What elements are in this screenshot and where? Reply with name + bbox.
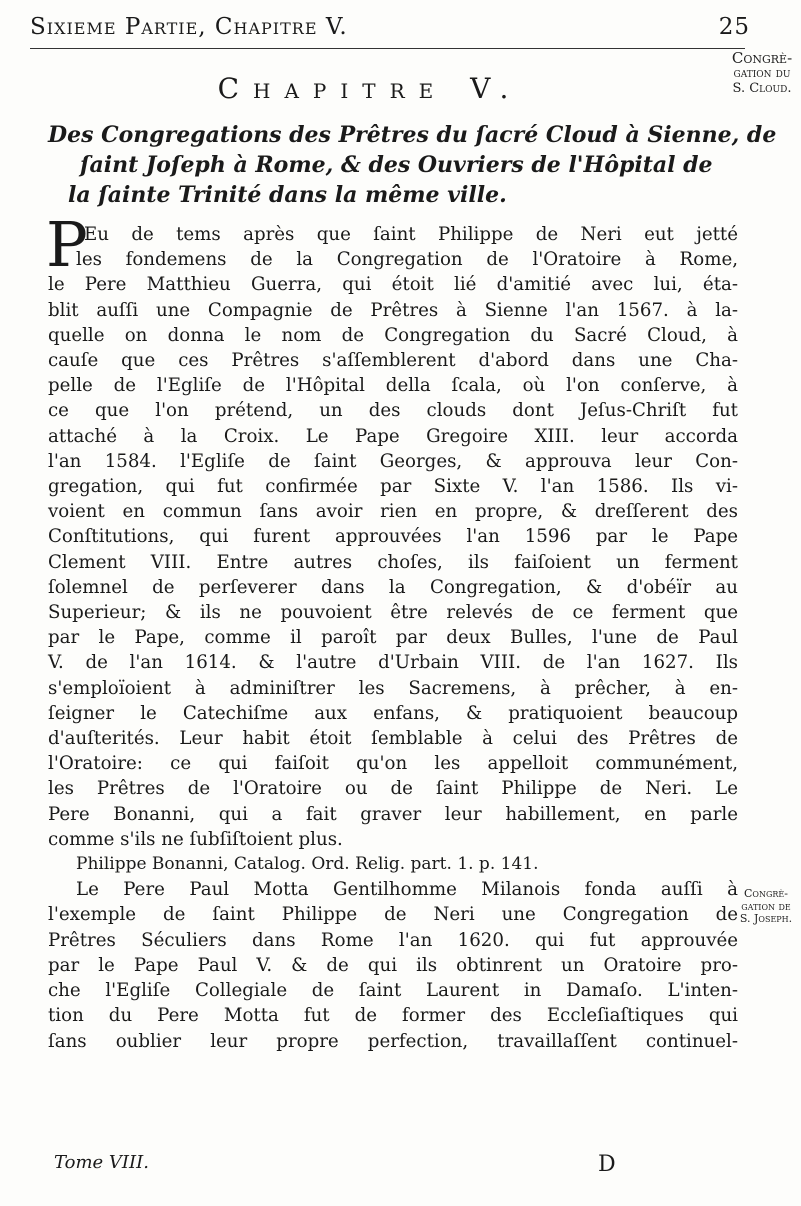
text-line: ſans oublier leur propre perfection, travaillaſſent continuel-: [48, 1030, 738, 1052]
text-line: voient en commun ſans avoir rien en propre, & dreſſerent des: [48, 501, 738, 523]
text-line: gregation, qui fut confirmée par Sixte V. l'an 1586. Ils vi-: [48, 476, 738, 498]
text-line: cauſe que ces Prêtres s'aſſemblerent d'abord dans une Cha-: [48, 350, 738, 372]
text-line: V. de l'an 1614. & l'autre d'Urbain VIII. de l'an 1627. Ils: [48, 652, 738, 674]
tome-label: Tome VIII.: [54, 1152, 149, 1173]
margin-note-line: Congrè-: [744, 887, 788, 900]
text-line: pelle de l'Egliſe de l'Hôpital della ſcala, où l'on conſerve, à: [48, 375, 738, 397]
margin-note-line: S. Cloud.: [732, 81, 792, 97]
body-text: [48, 222, 738, 1054]
page-number: 25: [718, 14, 750, 40]
text-line: quelle on donna le nom de Congregation du Sacré Cloud, à: [48, 324, 738, 346]
header-rule: [30, 48, 745, 49]
chapter-title: [48, 120, 777, 210]
margin-note-line: S. Joseph.: [739, 912, 793, 926]
margin-note-line: Congrè-: [731, 49, 793, 67]
drop-cap: P: [46, 208, 88, 281]
margin-note-line: gation du: [733, 66, 791, 82]
margin-note-line: gation de: [741, 899, 791, 913]
text-line: attaché à la Croix. Le Pape Gregoire XIII. leur accorda: [48, 425, 738, 447]
running-head-title: Sixieme Partie, Chapitre V.: [30, 14, 348, 40]
text-line: ſolemnel de perſeverer dans la Congregation, & d'obéïr au: [48, 576, 738, 598]
margin-note-saint-joseph: [733, 888, 799, 926]
text-line: Eu de tems après que ſaint Philippe de Neri eut jetté: [84, 224, 738, 245]
text-line: d'auſterités. Leur habit étoit ſemblable à celui des Prêtres de: [48, 728, 738, 750]
text-line: comme s'ils ne ſubſiſtoient plus.: [48, 828, 343, 850]
text-line: ſeigner le Catechiſme aux enfans, & pratiquoient beaucoup: [48, 702, 738, 724]
text-line: Prêtres Séculiers dans Rome l'an 1620. qui fut approuvée: [48, 929, 738, 951]
text-line: tion du Pere Motta fut de former des Eccleſiaſtiques qui: [48, 1005, 738, 1027]
chapter-heading: Chapitre V.: [217, 72, 523, 105]
text-line: le Pere Matthieu Guerra, qui étoit lié d'amitié avec lui, éta-: [48, 274, 738, 296]
text-line: les Prêtres de l'Oratoire ou de ſaint Philippe de Neri. Le: [48, 778, 738, 800]
citation-line: Philippe Bonanni, Catalog. Ord. Relig. part. 1. p. 141.: [76, 854, 539, 875]
text-line: l'exemple de ſaint Philippe de Neri une Congregation de: [48, 904, 738, 926]
text-line: Conſtitutions, qui furent approuvées l'an 1596 par le Pape: [48, 526, 738, 548]
text-line: ce que l'on prétend, un des clouds dont Jeſus-Chriſt fut: [48, 400, 738, 422]
text-line: Clement VIII. Entre autres choſes, ils faiſoient un ferment: [48, 551, 738, 573]
running-head: [30, 14, 750, 46]
chapter-title-line: Des Congregations des Prêtres du ſacré Cloud à Sienne, de: [48, 122, 777, 148]
text-line: che l'Egliſe Collegiale de ſaint Laurent in Damaſo. L'inten-: [48, 980, 738, 1002]
signature-mark: D: [598, 1152, 616, 1177]
text-line: Le Pere Paul Motta Gentilhomme Milanois fonda auſſi à: [76, 879, 738, 901]
text-line: les fondemens de la Congregation de l'Oratoire à Rome,: [76, 249, 738, 271]
text-line: Superieur; & ils ne pouvoient être relevés de ce ferment que: [48, 602, 738, 624]
text-line: par le Pape Paul V. & de qui ils obtinrent un Oratoire pro-: [48, 954, 738, 976]
text-line: l'an 1584. l'Egliſe de ſaint Georges, & approuva leur Con-: [48, 450, 738, 472]
text-line: l'Oratoire: ce qui faiſoit qu'on les appelloit communément,: [48, 753, 738, 775]
text-line: s'emploïoient à adminiſtrer les Sacremens, à prêcher, à en-: [48, 677, 738, 699]
text-line: blit auſſi une Compagnie de Prêtres à Sienne l'an 1567. à la-: [48, 299, 738, 321]
chapter-title-line: ſaint Joſeph à Rome, & des Ouvriers de l'Hôpital de: [80, 152, 713, 178]
chapter-title-line: la ſainte Trinité dans la même ville.: [68, 182, 507, 208]
text-line: par le Pape, comme il paroît par deux Bulles, l'une de Paul: [48, 627, 738, 649]
text-line: Pere Bonanni, qui a fait graver leur habillement, en parle: [48, 803, 738, 825]
